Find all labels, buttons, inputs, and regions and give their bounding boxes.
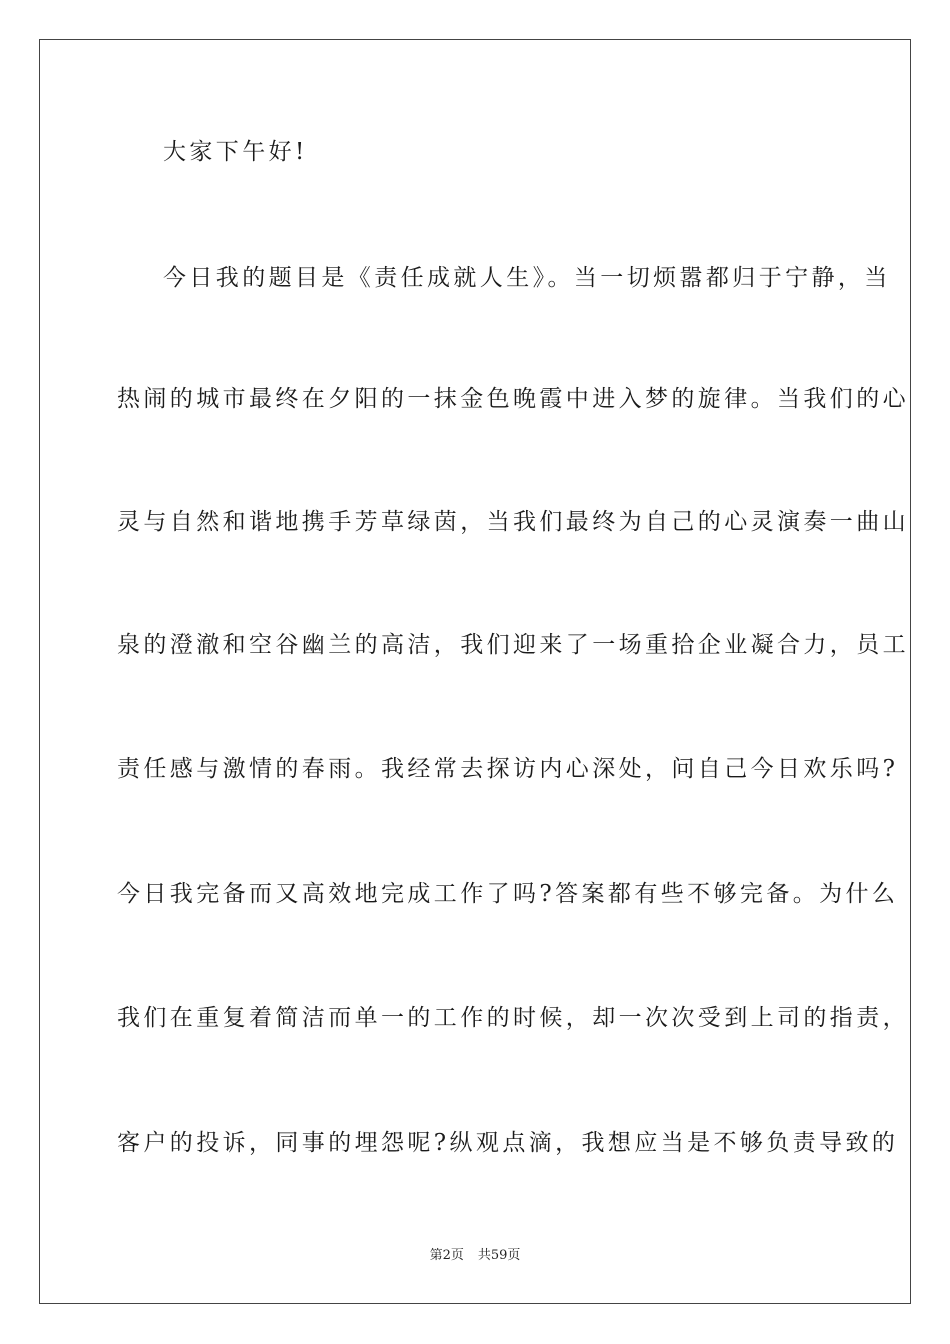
page-footer xyxy=(0,1247,950,1265)
page-number: 第2页 xyxy=(429,1248,464,1263)
paragraph-line-8: 客户的投诉，同事的埋怨呢?纵观点滴，我想应当是不够负责导致的 xyxy=(117,1130,899,1156)
paragraph-line-3: 灵与自然和谐地携手芳草绿茵，当我们最终为自己的心灵演奏一曲山 xyxy=(117,509,909,535)
page-border xyxy=(39,39,911,1304)
paragraph-line-2: 热闹的城市最终在夕阳的一抹金色晚霞中进入梦的旋律。当我们的心 xyxy=(117,386,909,412)
page-total: 共59页 xyxy=(477,1248,521,1263)
paragraph-line-4: 泉的澄澈和空谷幽兰的高洁，我们迎来了一场重拾企业凝合力，员工 xyxy=(117,632,909,658)
paragraph-line-5: 责任感与激情的春雨。我经常去探访内心深处，问自己今日欢乐吗? xyxy=(117,756,899,782)
paragraph-line-1: 今日我的题目是《责任成就人生》。当一切烦嚣都归于宁静，当 xyxy=(163,265,891,291)
paragraph-line-7: 我们在重复着简洁而单一的工作的时候，却一次次受到上司的指责， xyxy=(117,1005,909,1031)
paragraph-line-6: 今日我完备而又高效地完成工作了吗?答案都有些不够完备。为什么 xyxy=(117,881,899,907)
greeting-line: 大家下午好! xyxy=(163,139,308,165)
